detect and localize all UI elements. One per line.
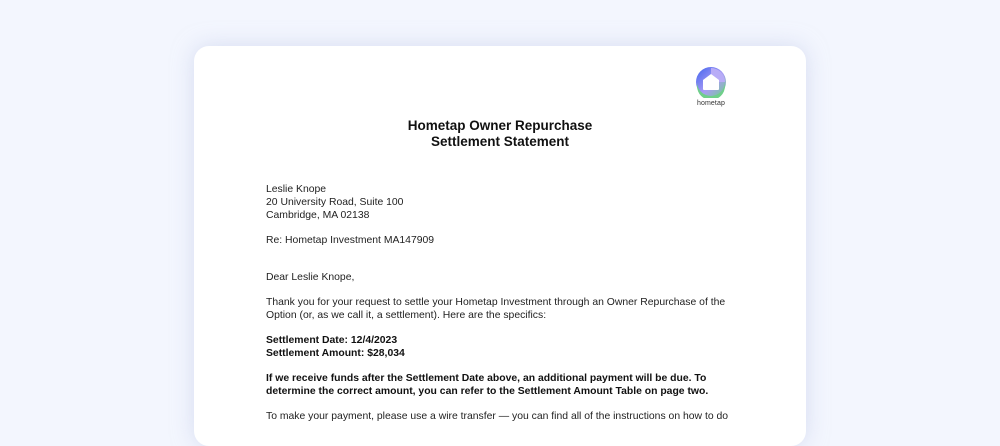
recipient-address-line2: Cambridge, MA 02138 (266, 210, 370, 221)
settlement-date: Settlement Date: 12/4/2023 (266, 335, 398, 346)
late-payment-notice: If we receive funds after the Settlement Date above, an additional payment will be due. To determine the correct amount, you can refer to the Settlement Amount Table on page two. (266, 373, 709, 397)
intro-paragraph: Thank you for your request to settle your Hometap Investment through an Owner Repurchase of the Option (or, as we call it, a settlement). Here are the specifics: (266, 297, 726, 321)
recipient-address-line1: 20 University Road, Suite 100 (266, 197, 404, 208)
payment-instructions: To make your payment, please use a wire transfer — you can find all of the instructions on how to do (266, 411, 729, 422)
recipient-name: Leslie Knope (266, 184, 327, 195)
reference-line: Re: Hometap Investment MA147909 (266, 235, 435, 246)
salutation: Dear Leslie Knope, (266, 272, 355, 283)
letter-body (266, 183, 736, 423)
document-title: Hometap Owner Repurchase Settlement Statement (407, 118, 593, 149)
hometap-logo (691, 66, 731, 107)
logo-wordmark: hometap (697, 100, 725, 107)
settlement-statement-document (194, 46, 806, 446)
hometap-house-ring-icon (695, 66, 727, 98)
settlement-amount: Settlement Amount: $28,034 (266, 348, 405, 359)
